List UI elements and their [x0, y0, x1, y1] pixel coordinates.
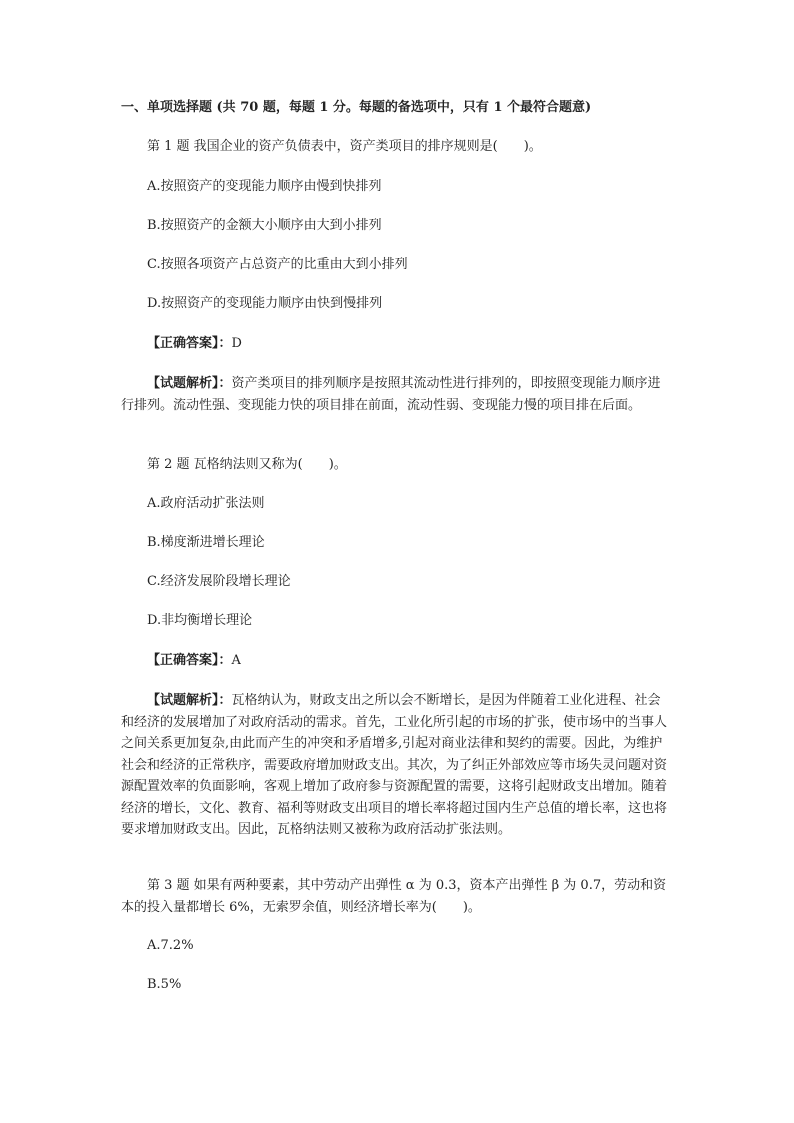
question-1-option-c: C.按照各项资产占总资产的比重由大到小排列	[147, 257, 408, 272]
question-3-option-a: A.7.2%	[147, 938, 194, 953]
analysis-label: 【试题解析】：	[147, 376, 232, 391]
analysis-text: 瓦格纳认为，财政支出之所以会不断增长，是因为伴随着工业化进程、社会和经济的发展增加了对政府活动的需求。首先，工业化所引起的市场的扩张，使市场中的当事人之间关系更加复杂,由此而产生的冲突和矛盾增多,引起对商业法律和契约的需要。因此，为维护社会和经济的正常秩序，需要政府增加财政支出。其次，为了纠正外部效应等市场失灵问题对资源配置效率的负面影响，客观上增加了政府参与资源配置的需要，这将引起财政支出增加。随着经济的增长，文化、教育、福利等财政支出项目的增长率将超过国内生产总值的增长率，这也将要求增加财政支出。因此，瓦格纳法则又被称为政府活动扩张法则。	[121, 693, 668, 837]
question-2-stem: 第 2 题 瓦格纳法则又称为( )。	[147, 457, 347, 472]
answer-label: 【正确答案】：	[147, 336, 232, 351]
analysis-text: 资产类项目的排列顺序是按照其流动性进行排列的，即按照变现能力顺序进行排列。流动性强、变现能力快的项目排在前面，流动性弱、变现能力慢的项目排在后面。	[121, 376, 661, 413]
question-2-option-b: B.梯度渐进增长理论	[147, 535, 265, 550]
question-1-option-a: A.按照资产的变现能力顺序由慢到快排列	[147, 179, 382, 194]
question-1-analysis	[121, 373, 669, 416]
answer-value: A	[231, 653, 241, 668]
question-2-option-c: C.经济发展阶段增长理论	[147, 574, 291, 589]
question-1-answer	[147, 334, 242, 354]
question-2-answer	[147, 651, 241, 671]
question-2-option-d: D.非均衡增长理论	[147, 613, 253, 628]
question-1-option-b: B.按照资产的金额大小顺序由大到小排列	[147, 218, 382, 233]
answer-value: D	[231, 336, 242, 351]
question-2-option-a: A.政府活动扩张法则	[147, 496, 265, 511]
question-3-stem: 第 3 题 如果有两种要素，其中劳动产出弹性 α 为 0.3，资本产出弹性 β 为 0.7，劳动和资本的投入量都增长 6%，无索罗余值，则经济增长率为( )。	[121, 878, 667, 915]
question-1-stem: 第 1 题 我国企业的资产负债表中，资产类项目的排序规则是( )。	[147, 139, 542, 154]
question-1-option-d: D.按照资产的变现能力顺序由快到慢排列	[147, 296, 383, 311]
question-3-option-b: B.5%	[147, 977, 182, 992]
analysis-label: 【试题解析】：	[147, 693, 232, 708]
answer-label: 【正确答案】：	[147, 653, 232, 668]
question-2-analysis	[121, 690, 669, 841]
section-heading: 一、单项选择题 (共 70 题，每题 1 分。每题的备选项中，只有 1 个最符合题意)	[121, 100, 592, 115]
